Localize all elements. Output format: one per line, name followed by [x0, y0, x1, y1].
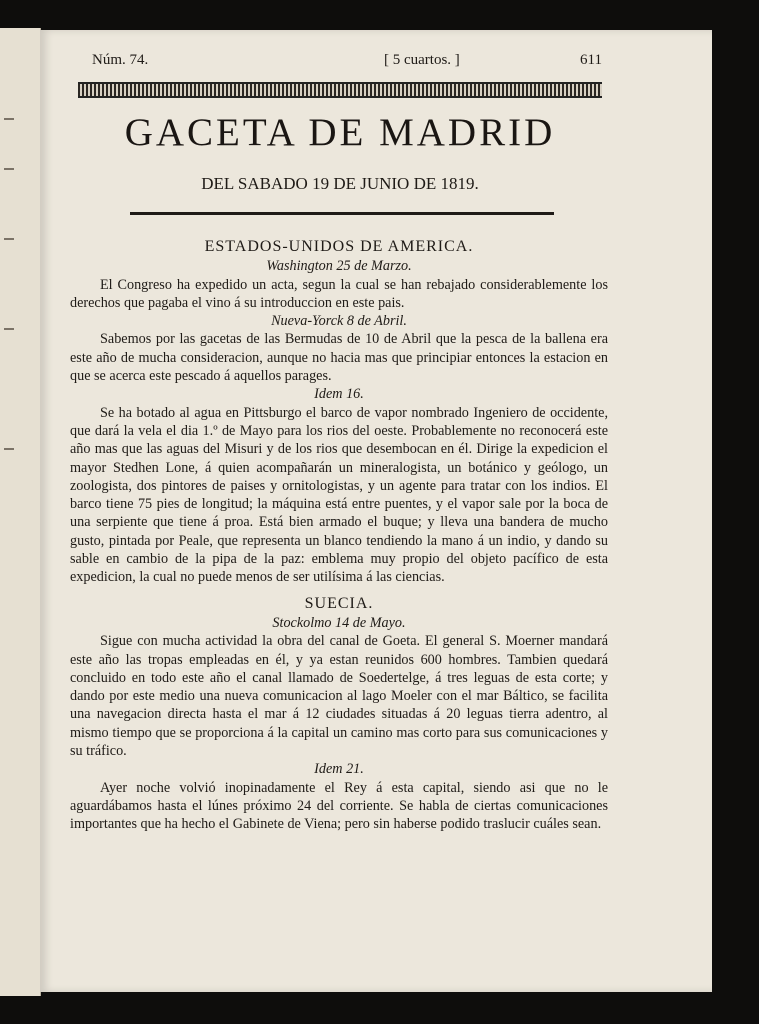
page-header: [92, 52, 602, 72]
facing-page-edge: [0, 28, 41, 996]
facing-page-mark: [4, 118, 14, 120]
section-heading: SUECIA.: [304, 594, 374, 612]
newspaper-page: [40, 30, 712, 992]
page-number: 611: [580, 52, 602, 68]
issue-price: [ 5 cuartos. ]: [384, 52, 460, 68]
facing-page-mark: [4, 328, 14, 330]
paragraph: Sigue con mucha actividad la obra del canal de Goeta. El general S. Moerner mandará este año las tropas empleadas en él, y ya estan reunidos 600 hombres. Tambien quedará concluido en todo este año el canal llamado de Soedertelge, á tres leguas de esta corte; y dando por este medio una nueva comunicacion al lago Moeler con el mar Báltico, se facilita una navegacion directa hasta el mar á 12 ciudades situadas á 20 leguas tierra adentro, al mismo tiempo que se proporciona á la capital un camino mas corto para sus comunicaciones y su tráfico.: [70, 633, 608, 760]
dateline: Nueva-Yorck 8 de Abril.: [271, 313, 407, 330]
facing-page-mark: [4, 448, 14, 450]
issue-number: Núm. 74.: [92, 52, 149, 68]
masthead-title: GACETA DE MADRID: [124, 111, 556, 154]
paragraph: Sabemos por las gacetas de las Bermudas de 10 de Abril que la pesca de la ballena era este año de mucha consideracion, aunque no hacia mas que principiar entonces la estacion en que se acerca este pescado á aquellos parages.: [70, 331, 608, 385]
facing-page-mark: [4, 238, 14, 240]
section-heading: ESTADOS-UNIDOS DE AMERICA.: [204, 238, 474, 255]
facing-page-mark: [4, 168, 14, 170]
dateline: Idem 16.: [314, 386, 364, 403]
masthead-separator: [130, 212, 554, 215]
paragraph: Ayer noche volvió inopinadamente el Rey á esta capital, siendo asi que no le aguardábamos hasta el lúnes próximo 24 del corriente. Se habla de ciertas comunicaciones importantes que ha hecho el Gabinete de Viena; pero sin haberse podido traslucir cuáles sean.: [70, 779, 608, 833]
dateline: Washington 25 de Marzo.: [266, 258, 412, 275]
masthead-date: DEL SABADO 19 DE JUNIO DE 1819.: [201, 174, 479, 193]
dateline: Stockolmo 14 de Mayo.: [272, 614, 406, 631]
article-body: [70, 238, 608, 834]
dateline: Idem 21.: [314, 761, 364, 778]
paragraph: El Congreso ha expedido un acta, segun la cual se han rebajado considerablemente los derechos que pagaba el vino á su introduccion en este pais.: [70, 276, 608, 311]
ornamental-rule: [78, 82, 602, 98]
paragraph: Se ha botado al agua en Pittsburgo el barco de vapor nombrado Ingeniero de occidente, que dará la vela el dia 1.º de Mayo para los rios del oeste. Probablemente no reconocerá este año mas que las aguas del Misuri y de los rios que desembocan en él. Dirige la expedicion el mayor Stedhen Lone, á quien acompañarán un mineralogista, un botánico y geólogo, un zoologista, dos pintores de paises y ornitologistas, y un agente para tratar con los indios. El barco tiene 75 pies de longitud; la máquina está entre puentes, y el vapor sale por la boca de una serpiente que tiene á proa. Está bien armado el buque; y lleva una bandera de mucho gusto, pintada por Peale, que representa un blanco tendiendo la mano á un indio, y dando su sable en cambio de la pipa de la paz: emblema muy propio del objeto pacífico de esta expedicion, la cual no puede menos de ser utilísima á las ciencias.: [70, 404, 608, 586]
